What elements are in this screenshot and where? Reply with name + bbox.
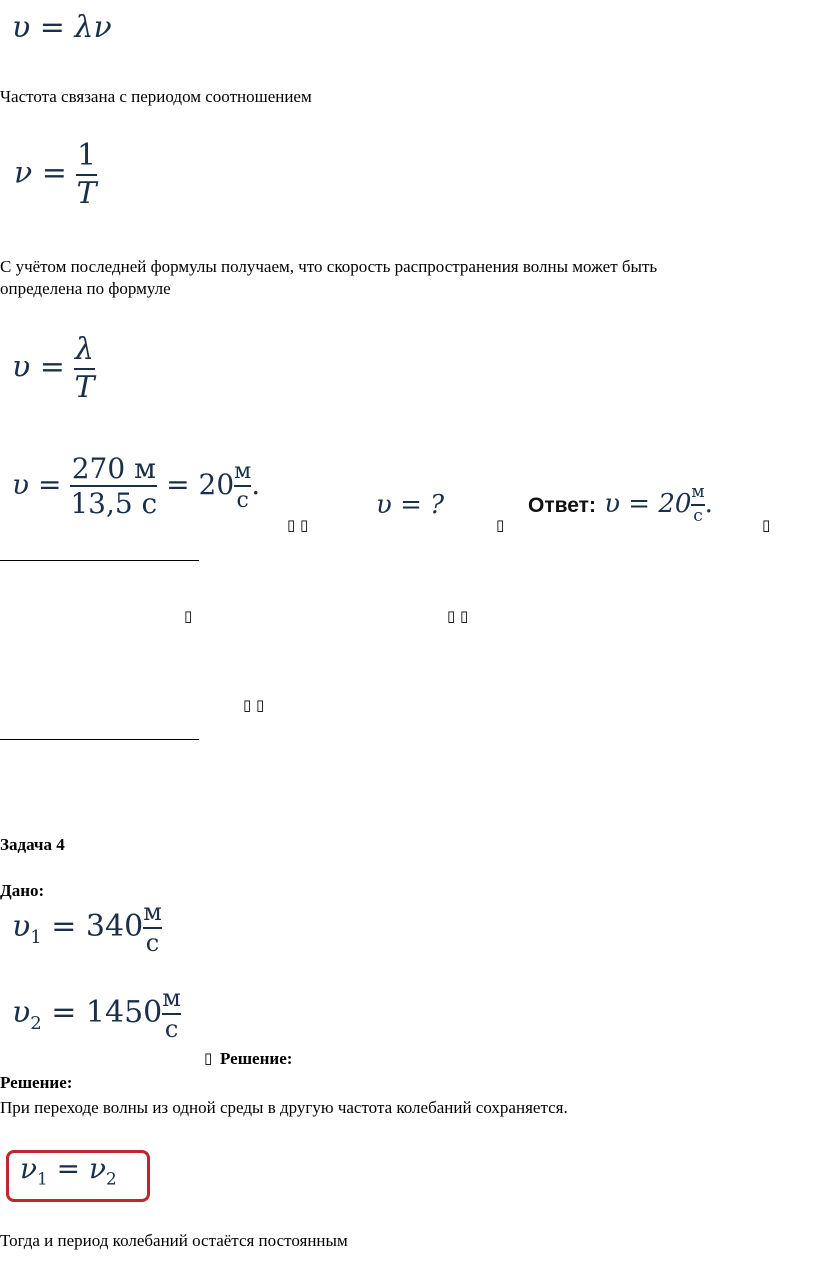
formula-speed-lambda-nu: [12, 10, 112, 45]
unit-numerator: м: [234, 459, 252, 485]
fraction-numerator: 270 м: [71, 452, 156, 485]
unit-numerator: м: [162, 984, 181, 1012]
unit-denominator: с: [145, 929, 160, 958]
formula-frequency-equality: [20, 1152, 117, 1189]
fraction: [70, 454, 157, 519]
unit-fraction: [143, 900, 162, 956]
unit-fraction: [162, 986, 181, 1042]
paragraph-frequency-period: Частота связана с периодом соотношением: [0, 87, 312, 106]
formula-v2: [12, 986, 181, 1042]
formula-eq: =: [41, 155, 67, 191]
fraction: [76, 140, 96, 209]
formula-eq: =: [39, 349, 65, 385]
fraction-bar: [234, 485, 251, 487]
missing-glyph: ▯: [496, 516, 505, 534]
formula-subscript: 1: [37, 1168, 48, 1189]
formula-lhs: ν: [14, 155, 33, 191]
formula-tail: .: [251, 467, 261, 501]
formula-answer: [528, 484, 713, 526]
formula-v1: [12, 900, 162, 956]
paragraph-frequency-conserved: При переходе волны из одной среды в другую частота колебаний сохраняется.: [0, 1098, 568, 1117]
formula-lhs: υ: [12, 467, 30, 501]
missing-glyph-pair: ▯ ▯: [243, 696, 265, 714]
formula-eq: =: [39, 10, 65, 45]
missing-glyph: ▯: [184, 607, 193, 625]
solution-inline-heading: Решение:: [220, 1049, 293, 1068]
formula-b: ν: [89, 1152, 107, 1185]
answer-label: Ответ:: [528, 493, 596, 517]
formula-unknown: [376, 490, 444, 520]
missing-glyph: ▯: [762, 516, 771, 534]
unit-denominator: с: [236, 488, 249, 514]
paragraph-derivation-line2: определена по формуле: [0, 279, 171, 298]
formula-lhs: υ: [12, 349, 31, 385]
fraction-denominator: T: [74, 369, 95, 405]
formula-lhs: υ: [12, 995, 31, 1031]
fraction-numerator: 1: [76, 138, 97, 173]
formula-value: = 1450: [51, 995, 163, 1031]
fraction-numerator: λ: [74, 332, 94, 367]
formula-lhs: υ: [12, 909, 31, 945]
missing-glyph-pair: ▯ ▯: [287, 516, 309, 534]
formula-subscript: 2: [106, 1168, 117, 1189]
paragraph-derivation-line1: С учётом последней формулы получаем, что скорость распространения волны может быть: [0, 257, 658, 276]
answer-expr: υ = 20: [604, 488, 692, 519]
paragraph-period-constant: Тогда и период колебаний остаётся постоянным: [0, 1231, 348, 1250]
unit-numerator: м: [143, 898, 162, 926]
fraction-denominator: 13,5 с: [70, 487, 158, 521]
unit-fraction: [691, 484, 704, 526]
formula-a: ν: [20, 1152, 38, 1185]
formula-subscript: 2: [30, 1013, 42, 1035]
unit-fraction: [234, 460, 251, 512]
missing-glyph: ▯: [204, 1049, 213, 1067]
unit-denominator: с: [164, 1015, 179, 1044]
formula-tail: .: [704, 488, 713, 519]
task-heading: Задача 4: [0, 835, 65, 854]
fraction-denominator: T: [76, 175, 97, 211]
fraction: [74, 334, 94, 403]
formula-eq: =: [56, 1152, 81, 1185]
formula-calculation: [12, 454, 260, 519]
horizontal-rule: [0, 739, 199, 740]
formula-rhs: λν: [74, 10, 112, 45]
formula-speed-lambda-T: [12, 334, 95, 403]
given-heading: Дано:: [0, 881, 45, 900]
unit-numerator: м: [691, 482, 705, 502]
formula-eq: =: [37, 467, 62, 501]
formula-value: = 340: [51, 909, 144, 945]
unknown-text: υ = ?: [376, 490, 445, 520]
unit-denominator: с: [693, 505, 703, 526]
horizontal-rule: [0, 560, 199, 561]
formula-result: = 20: [166, 467, 235, 501]
solution-heading: Решение:: [0, 1073, 73, 1092]
formula-subscript: 1: [30, 927, 42, 949]
missing-glyph-pair: ▯ ▯: [447, 607, 469, 625]
formula-lhs: υ: [12, 10, 31, 45]
formula-frequency: [14, 140, 97, 209]
